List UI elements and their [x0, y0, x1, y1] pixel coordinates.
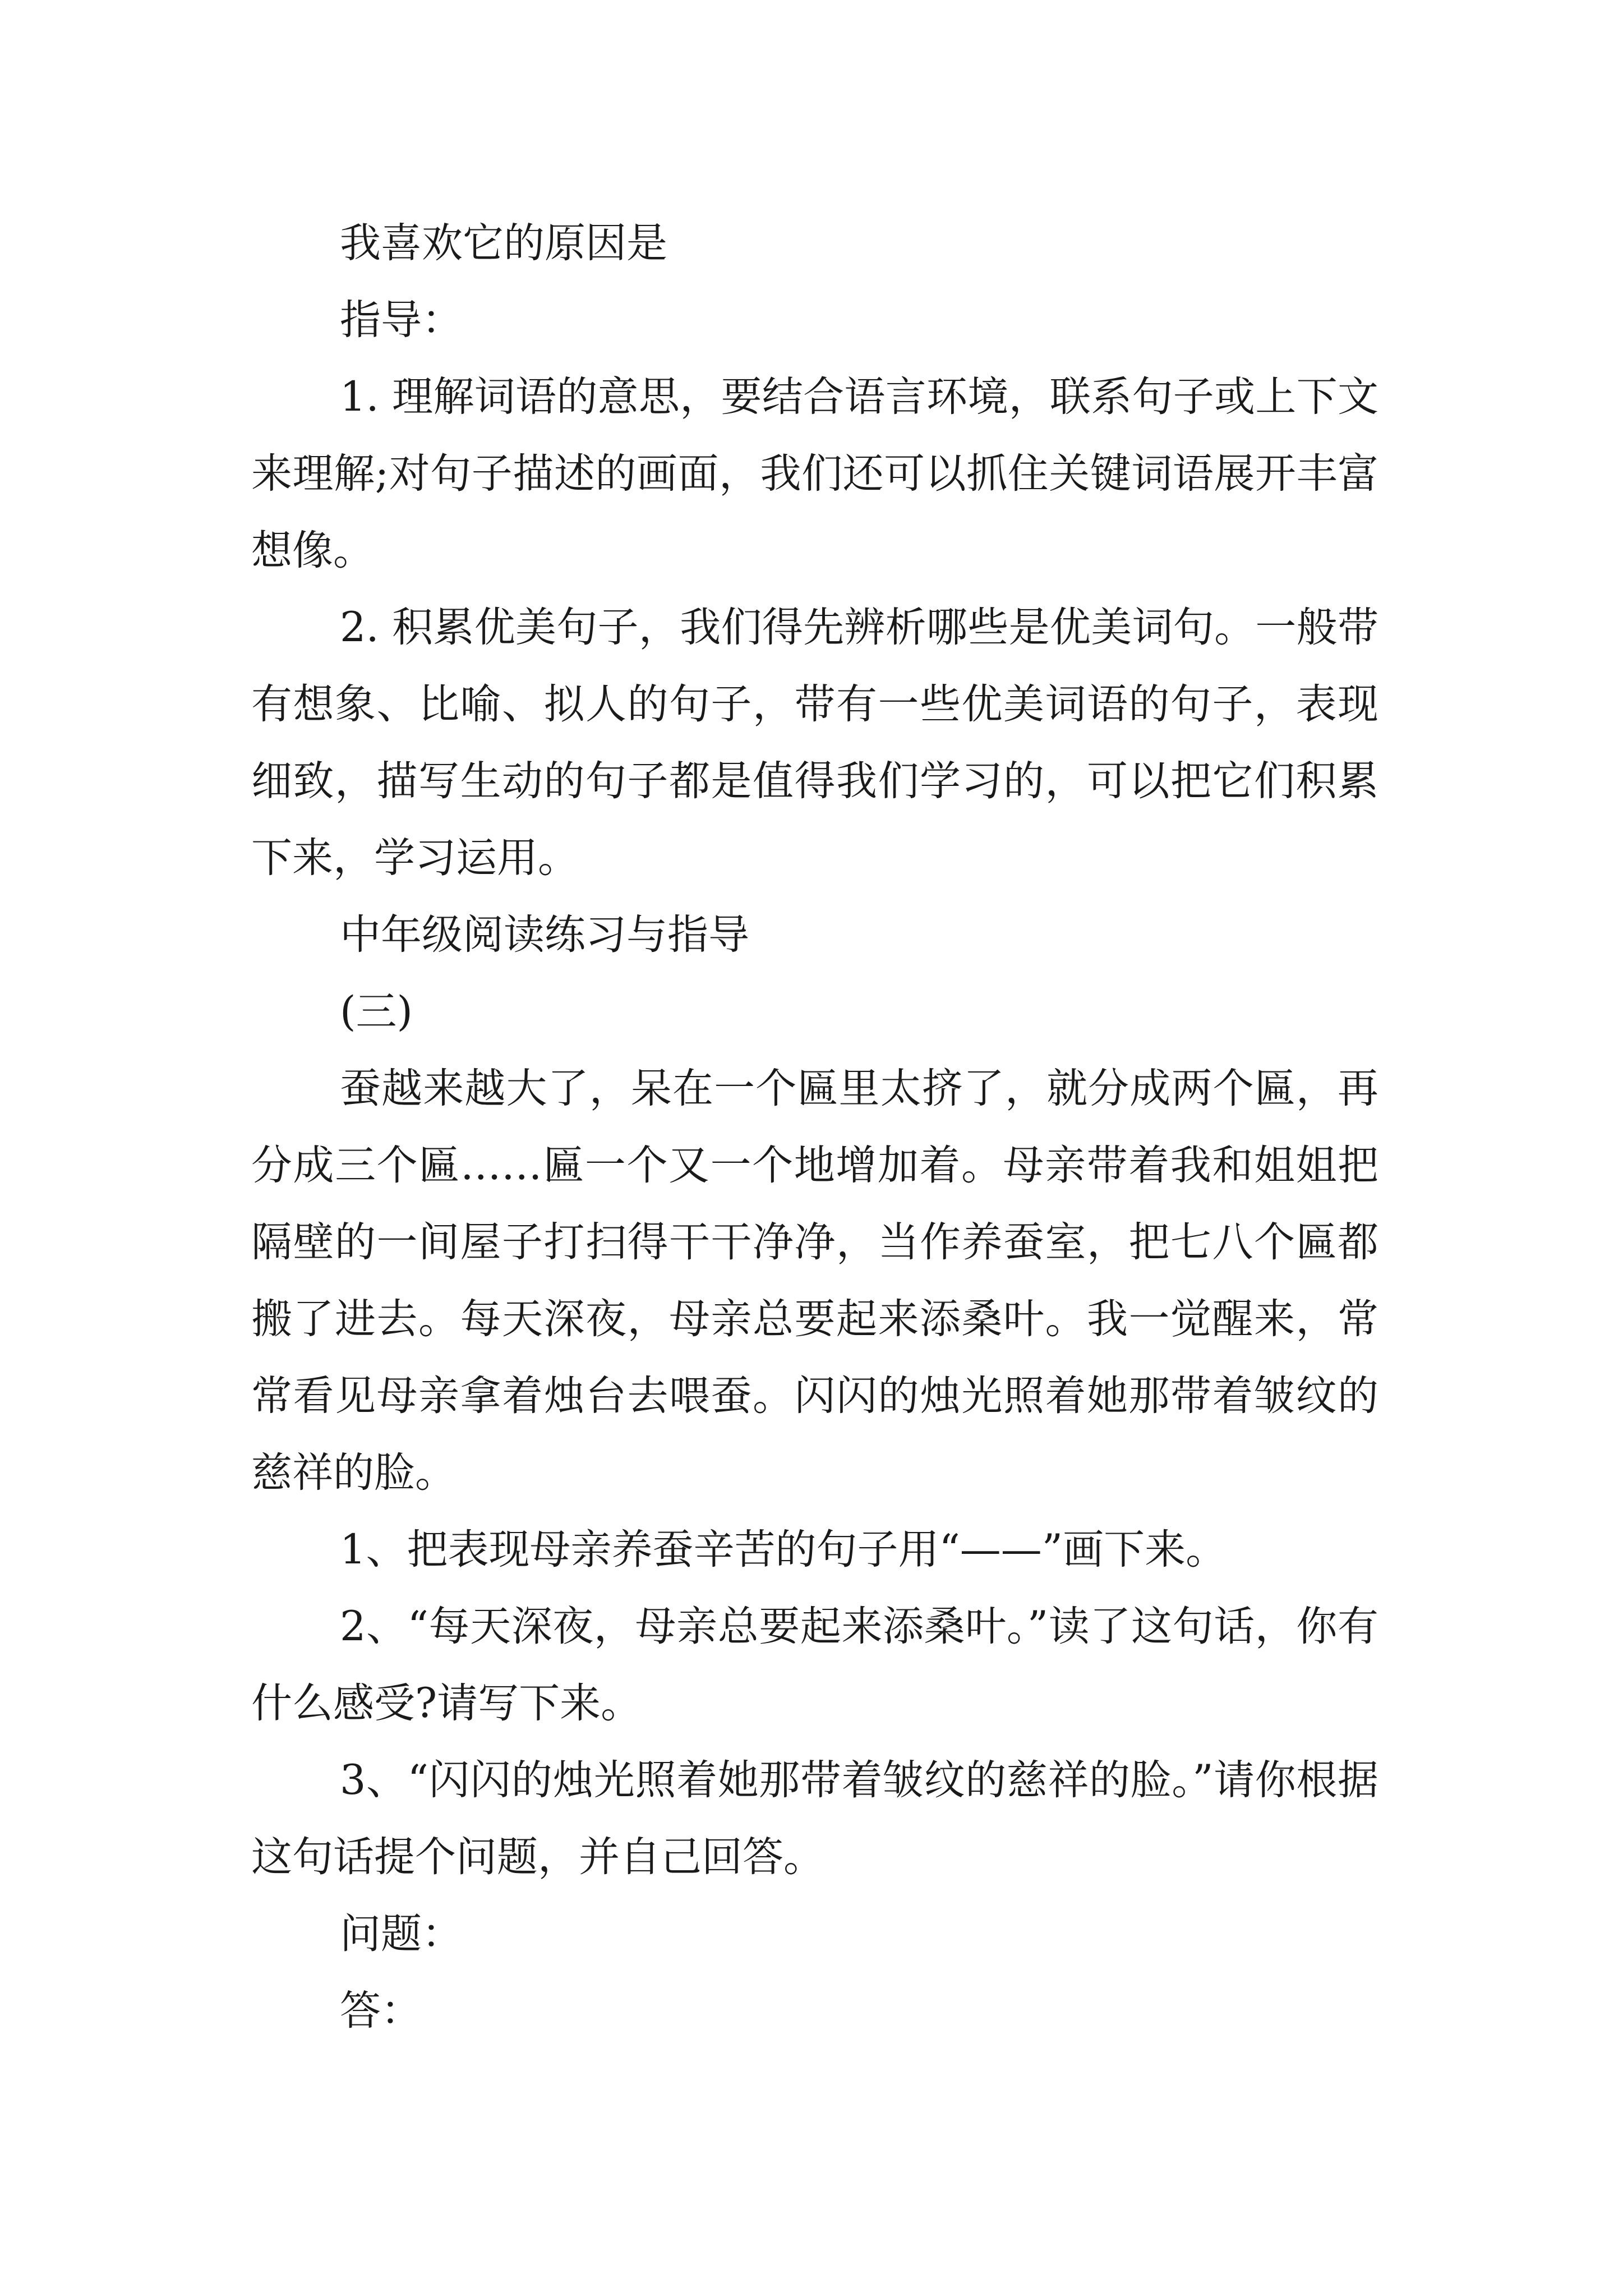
guidance-point-1: 1. 理解词语的意思，要结合语言环境，联系句子或上下文来理解;对句子描述的画面，我们还可以抓住关键词语展开丰富想像。	[251, 373, 1378, 574]
question-1: 1、把表现母亲养蚕辛苦的句子用“——”画下来。	[340, 1526, 1227, 1573]
reading-passage: 蚕越来越大了，呆在一个匾里太挤了，就分成两个匾，再分成三个匾……匾一个又一个地增加着。母亲带着我和姐姐把隔壁的一间屋子打扫得干干净净，当作养蚕室，把七八个匾都搬了进去。每天深夜，母亲总要起来添桑叶。我一觉醒来，常常看见母亲拿着烛台去喂蚕。闪闪的烛光照着她那带着皱纹的慈祥的脸。	[251, 1065, 1378, 1497]
question-label: 问题：	[340, 1910, 463, 1958]
document-body	[251, 205, 1378, 2049]
section-title: 中年级阅读练习与指导	[340, 911, 749, 959]
reason-prompt: 我喜欢它的原因是	[340, 219, 667, 267]
question-2: 2、“每天深夜，母亲总要起来添桑叶。”读了这句话，你有什么感受?请写下来。	[251, 1603, 1378, 1727]
guidance-point-2: 2. 积累优美句子，我们得先辨析哪些是优美词句。一般带有想象、比喻、拟人的句子，带有一些优美词语的句子，表现细致，描写生动的句子都是值得我们学习的，可以把它们积累下来，学习运用。	[251, 604, 1378, 882]
guidance-heading: 指导：	[340, 296, 463, 344]
section-number: (三)	[340, 988, 413, 1036]
answer-label: 答：	[340, 1987, 422, 2035]
question-3: 3、“闪闪的烛光照着她那带着皱纹的慈祥的脸。”请你根据这句话提个问题，并自己回答。	[251, 1756, 1378, 1881]
